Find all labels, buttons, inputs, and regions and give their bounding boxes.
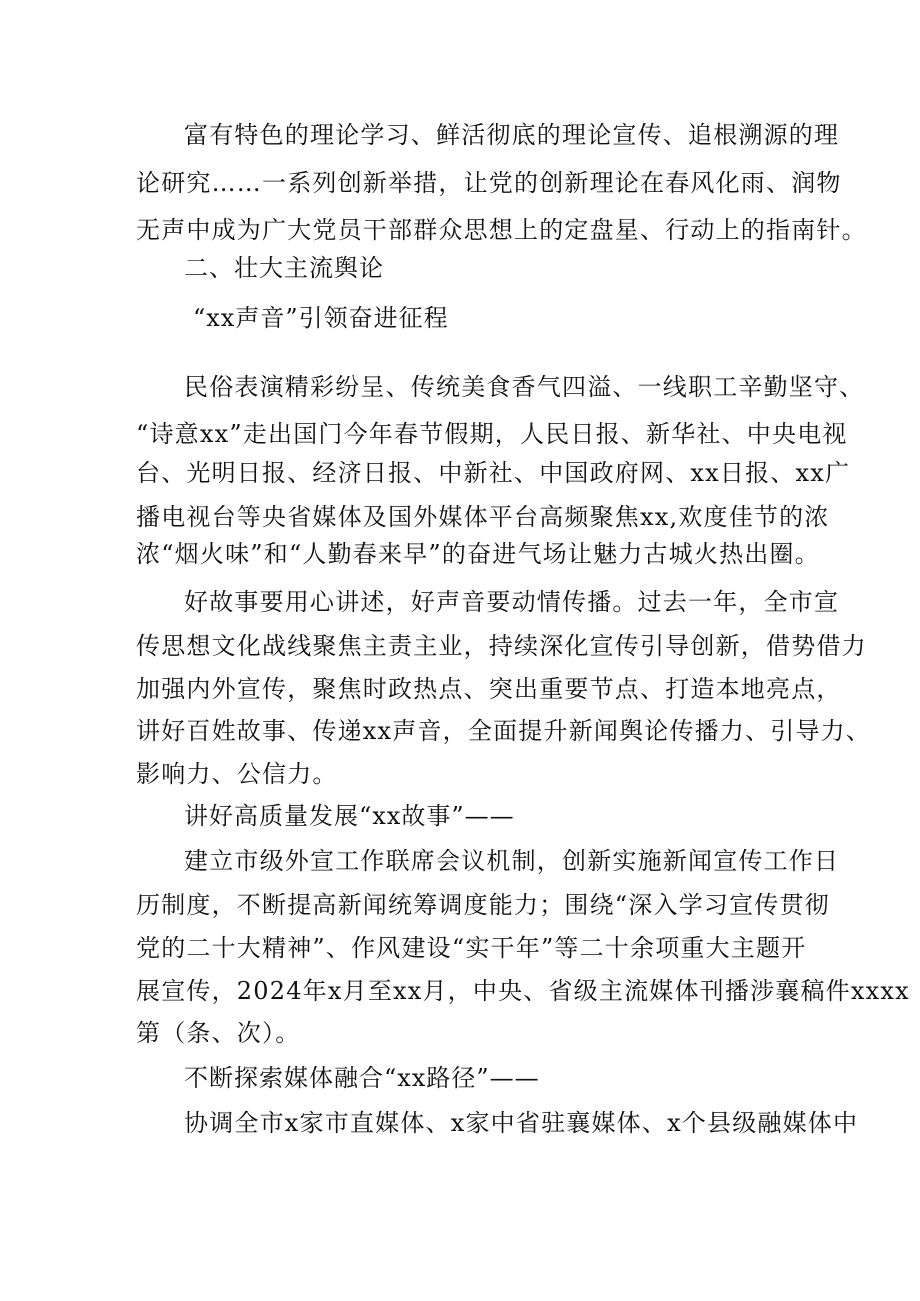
paragraph-2-line-4: 播电视台等央省媒体及国外媒体平台高频聚焦xx,欢度佳节的浓 (136, 503, 830, 531)
paragraph-4-line-3: 党的二十大精神”、作风建设“实干年”等二十余项重大主题开 (136, 934, 807, 962)
paragraph-3-line-3: 加强内外宣传，聚焦时政热点、突出重要节点、打造本地亮点， (136, 675, 842, 703)
section-heading: 二、壮大主流舆论 (184, 254, 384, 282)
sub-heading: “xx声音”引领奋进征程 (193, 304, 449, 332)
paragraph-3-line-2: 传思想文化战线聚焦主责主业，持续深化宣传引导创新，借势借力 (136, 632, 867, 660)
paragraph-2-line-5: 浓“烟火味”和“人勤春来早”的奋进气场让魅力古城火热出圈。 (136, 540, 820, 568)
paragraph-4-line-4: 展宣传，2024年x月至xx月，中央、省级主流媒体刊播涉襄稿件xxxx (136, 977, 910, 1005)
paragraph-2-line-3: 台、光明日报、经济日报、中新社、中国政府网、xx日报、xx广 (136, 459, 851, 487)
media-fusion-heading: 不断探索媒体融合“xx路径”—— (184, 1064, 540, 1092)
paragraph-2-line-2: “诗意xx”走出国门今年春节假期，人民日报、新华社、中央电视 (136, 420, 848, 448)
paragraph-3-line-5: 影响力、公信力。 (136, 760, 338, 788)
paragraph-1-line-2: 论研究……一系列创新举措，让党的创新理论在春风化雨、润物 (136, 169, 842, 197)
paragraph-2-line-1: 民俗表演精彩纷呈、传统美食香气四溢、一线职工辛勤坚守、 (184, 373, 865, 401)
paragraph-3-line-4: 讲好百姓故事、传递xx声音，全面提升新闻舆论传播力、引导力、 (136, 717, 872, 745)
paragraph-4-line-5: 第（条、次）。 (136, 1019, 301, 1047)
paragraph-3-line-1: 好故事要用心讲述，好声音要动情传播。过去一年，全市宣 (184, 588, 840, 616)
paragraph-4-line-2: 历制度，不断提高新闻统筹调度能力；围绕“深入学习宣传贯彻 (136, 891, 830, 919)
paragraph-5-line-1: 协调全市x家市直媒体、x家中省驻襄媒体、x个县级融媒体中 (184, 1109, 859, 1137)
paragraph-1-line-1: 富有特色的理论学习、鲜活彻底的理论宣传、追根溯源的理 (184, 121, 840, 149)
paragraph-1-line-3: 无声中成为广大党员干部群众思想上的定盘星、行动上的指南针。 (136, 216, 867, 244)
paragraph-4-line-1: 建立市级外宣工作联席会议机制，创新实施新闻宣传工作日 (184, 847, 840, 875)
story-heading: 讲好高质量发展“xx故事”—— (184, 802, 515, 830)
